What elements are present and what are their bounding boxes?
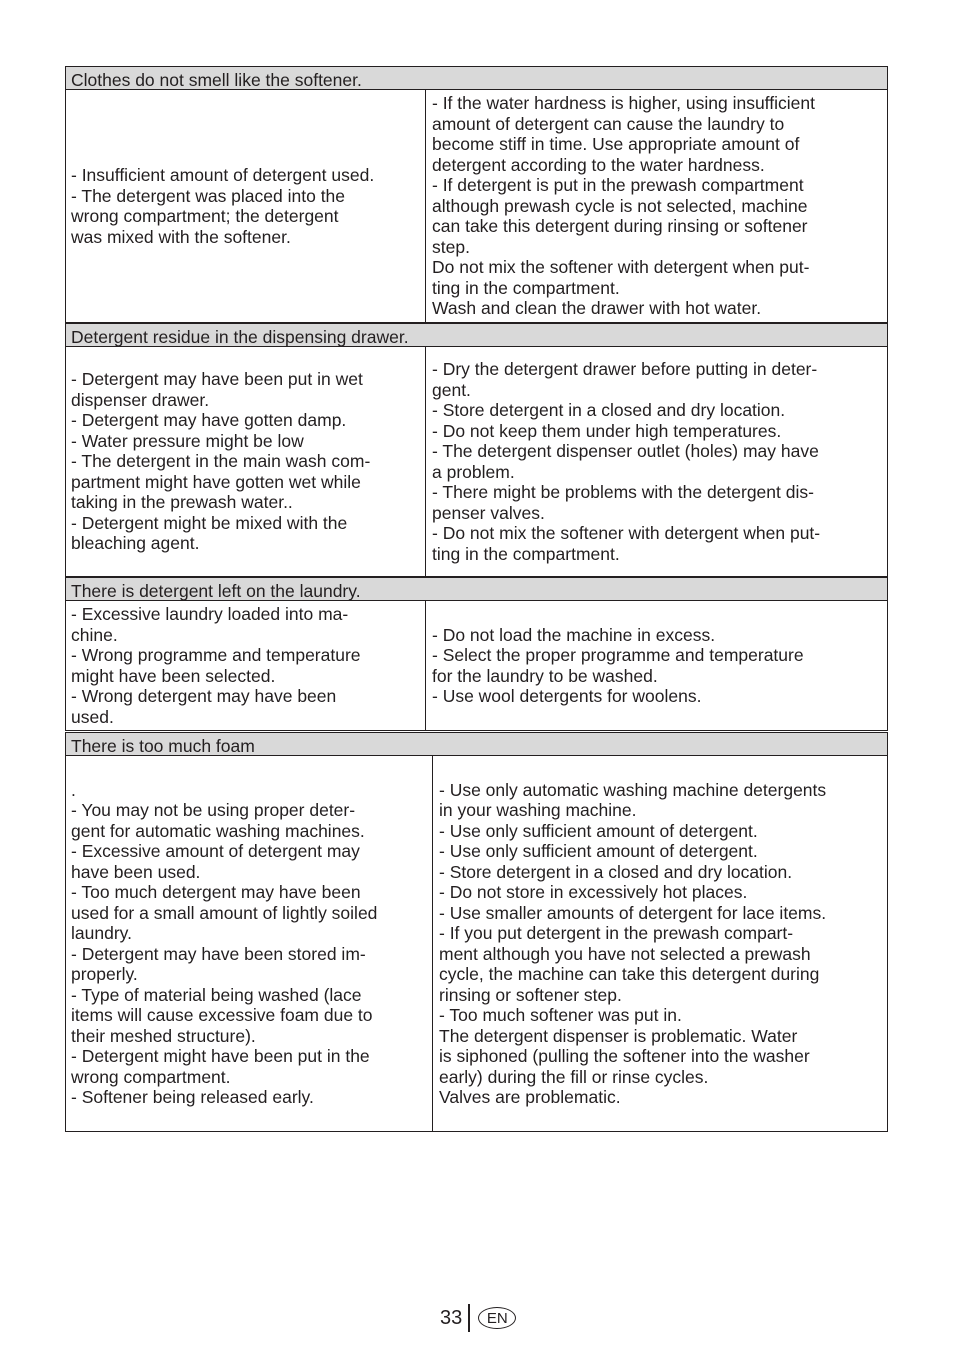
- text-line: properly.: [71, 964, 138, 984]
- language-badge: EN: [478, 1307, 516, 1329]
- text-line: - Do not keep them under high temperatures.: [432, 420, 782, 441]
- solutions-list: [432, 625, 887, 707]
- text-line: gent for automatic washing machines.: [71, 820, 365, 841]
- causes-cell: [66, 601, 425, 730]
- text-line: - Excessive laundry loaded into ma-: [71, 604, 349, 624]
- text-line: partment might have gotten wet while: [71, 471, 361, 492]
- text-line: - The detergent was placed into the: [71, 185, 346, 206]
- causes-cell: [66, 90, 425, 322]
- causes-list: [71, 369, 425, 554]
- text-line: - Too much softener was put in.: [439, 1005, 682, 1025]
- text-line: - Detergent may have been stored im-: [71, 943, 366, 964]
- text-line: .: [71, 779, 76, 800]
- text-line: - Do not store in excessively hot places.: [439, 882, 748, 902]
- text-line: is siphoned (pulling the softener into the washer: [439, 1046, 810, 1066]
- solutions-list: [432, 359, 887, 564]
- text-line: - Detergent might be mixed with the: [71, 512, 348, 533]
- text-line: in your washing machine.: [439, 800, 637, 820]
- text-line: - Type of material being washed (lace: [71, 984, 362, 1005]
- text-line: become stiff in time. Use appropriate amount of: [432, 134, 800, 155]
- section-body: [65, 601, 888, 731]
- text-line: early) during the fill or rinse cycles.: [439, 1066, 709, 1087]
- text-line: - Wrong programme and temperature: [71, 645, 361, 665]
- text-line: their meshed structure).: [71, 1025, 256, 1046]
- causes-cell: [66, 347, 425, 576]
- text-line: wrong compartment; the detergent: [71, 206, 339, 226]
- text-line: - Detergent might have been put in the: [71, 1046, 370, 1066]
- text-line: have been used.: [71, 861, 201, 882]
- text-line: - Insufficient amount of detergent used.: [71, 165, 375, 185]
- section-title: Clothes do not smell like the softener.: [65, 66, 888, 90]
- text-line: - Use only sufficient amount of detergent.: [439, 841, 758, 861]
- text-line: rinsing or softener step.: [439, 984, 622, 1005]
- text-line: was mixed with the softener.: [71, 226, 291, 247]
- text-line: Wash and clean the drawer with hot water.: [432, 298, 762, 319]
- text-line: ment although you have not selected a prewash: [439, 943, 811, 964]
- text-line: Do not mix the softener with detergent when put-: [432, 257, 810, 278]
- solutions-cell: [425, 601, 887, 730]
- solutions-cell: [425, 347, 887, 576]
- text-line: - Store detergent in a closed and dry location.: [432, 400, 786, 420]
- section-title: There is detergent left on the laundry.: [65, 577, 888, 601]
- text-line: - The detergent in the main wash com-: [71, 451, 371, 472]
- solutions-cell: [432, 756, 887, 1131]
- text-line: - If you put detergent in the prewash compart-: [439, 923, 794, 943]
- text-line: - Detergent may have gotten damp.: [71, 410, 347, 431]
- text-line: although prewash cycle is not selected, machine: [432, 195, 808, 216]
- section-title: Detergent residue in the dispensing drawer.: [65, 323, 888, 347]
- text-line: - Softener being released early.: [71, 1087, 314, 1107]
- text-line: used.: [71, 706, 114, 727]
- text-line: detergent according to the water hardness.: [432, 154, 765, 175]
- text-line: used for a small amount of lightly soiled: [71, 902, 378, 923]
- text-line: - Excessive amount of detergent may: [71, 841, 360, 861]
- text-line: - Use only automatic washing machine detergents: [439, 779, 827, 800]
- text-line: for the laundry to be washed.: [432, 665, 658, 686]
- text-line: - Use wool detergents for woolens.: [432, 686, 702, 706]
- causes-list: [71, 780, 432, 1108]
- text-line: can take this detergent during rinsing or softener: [432, 216, 808, 237]
- section-body: [65, 756, 888, 1132]
- text-line: - There might be problems with the detergent dis-: [432, 482, 814, 502]
- text-line: - Select the proper programme and temperature: [432, 645, 804, 665]
- solutions-list: [439, 780, 887, 1108]
- text-line: might have been selected.: [71, 665, 276, 686]
- text-line: - Use smaller amounts of detergent for lace items.: [439, 902, 827, 923]
- text-line: ting in the compartment.: [432, 543, 620, 564]
- page-number: 33: [440, 1306, 463, 1329]
- solutions-list: [432, 93, 887, 319]
- text-line: Valves are problematic.: [439, 1087, 621, 1107]
- text-line: step.: [432, 236, 470, 257]
- text-line: laundry.: [71, 923, 132, 943]
- causes-cell: [66, 756, 432, 1131]
- text-line: - The detergent dispenser outlet (holes) may have: [432, 441, 819, 461]
- text-line: - If the water hardness is higher, using insufficient: [432, 93, 815, 114]
- text-line: ting in the compartment.: [432, 277, 620, 298]
- text-line: wrong compartment.: [71, 1066, 231, 1087]
- text-line: The detergent dispenser is problematic. Water: [439, 1025, 798, 1046]
- text-line: chine.: [71, 624, 118, 645]
- text-line: - Too much detergent may have been: [71, 882, 361, 902]
- text-line: - Do not mix the softener with detergent when put-: [432, 523, 821, 543]
- divider: [468, 1304, 470, 1332]
- text-line: - You may not be using proper deter-: [71, 800, 356, 820]
- text-line: amount of detergent can cause the laundry to: [432, 113, 785, 134]
- text-line: - Water pressure might be low: [71, 430, 304, 451]
- text-line: items will cause excessive foam due to: [71, 1005, 373, 1025]
- solutions-cell: [425, 90, 887, 322]
- text-line: a problem.: [432, 461, 515, 482]
- text-line: taking in the prewash water..: [71, 492, 293, 513]
- page-footer: [440, 1304, 516, 1332]
- text-line: - Use only sufficient amount of detergent.: [439, 820, 758, 841]
- causes-list: [71, 604, 425, 727]
- causes-list: [71, 165, 425, 247]
- text-line: - Dry the detergent drawer before putting in deter-: [432, 359, 818, 379]
- text-line: - Wrong detergent may have been: [71, 686, 337, 706]
- text-line: - Detergent may have been put in wet: [71, 369, 363, 390]
- text-line: penser valves.: [432, 502, 545, 523]
- text-line: - Store detergent in a closed and dry location.: [439, 861, 793, 882]
- text-line: gent.: [432, 379, 471, 400]
- text-line: cycle, the machine can take this detergent during: [439, 964, 820, 984]
- text-line: - If detergent is put in the prewash compartment: [432, 175, 804, 196]
- section-title: There is too much foam: [65, 732, 888, 756]
- text-line: dispenser drawer.: [71, 389, 210, 410]
- section-body: [65, 347, 888, 577]
- section-body: [65, 90, 888, 323]
- text-line: bleaching agent.: [71, 533, 200, 554]
- text-line: - Do not load the machine in excess.: [432, 624, 716, 645]
